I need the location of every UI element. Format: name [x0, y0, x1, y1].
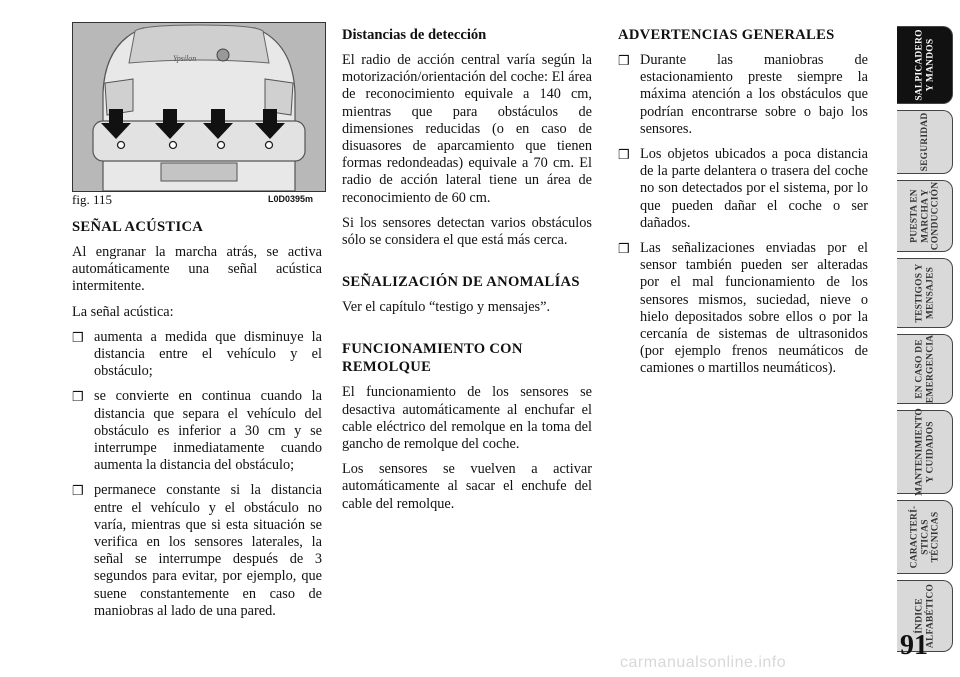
heading-anomalias: SEÑALIZACIÓN DE ANOMALÍAS [342, 274, 580, 291]
checkbox-bullet-icon: ❒ [618, 147, 630, 163]
paragraph: El radio de acción central varía según la motorización/orientación del coche: El área de reconocimiento equivale a 140 cm, mientras que para obstáculos de dimensiones reducidas (o en caso de disuasores de aparcamiento que tienen formas redondeadas) equivale a 70 cm. El radio de acción lateral tiene un área de reconocimiento de 60 cm. [342, 52, 592, 206]
svg-text:Ypsilon: Ypsilon [173, 54, 197, 63]
paragraph: El funcionamiento de los sensores se desactiva automáticamente al enchufar el cable eléctrico del remolque en la toma del gancho de remolque del coche. [342, 384, 592, 453]
checkbox-bullet-icon: ❒ [618, 53, 630, 68]
list-item: ❒ se convierte en continua cuando la distancia que separa el vehículo del obstáculo es inferior a 30 cm y se interrumpe inmediatamente cuando aumenta la distancia del obstáculo; [72, 388, 322, 474]
page-number: 91 [900, 630, 928, 661]
figure-code: L0D0395m [268, 194, 314, 204]
checkbox-bullet-icon: ❒ [72, 329, 84, 345]
paragraph: Los sensores se vuelven a activar automáticamente al sacar el enchufe del cable del remolque. [342, 461, 592, 512]
list-item: ❒ Las señalizaciones enviadas por el sensor también pueden ser alteradas por el mal funcionamiento de los sensores mismos, suciedad, nieve o hielo depositados sobre ellos o por la cercanía de sistemas de ultrasonidos (por ejemplo frenos neumáticos de camiones o martillos neumáticos). [618, 240, 868, 377]
checkbox-bullet-icon: ❒ [72, 483, 84, 499]
heading-distancias: Distancias de detección [342, 27, 487, 43]
tab-emergencia[interactable]: EN CASO DE EMERGENCIA [897, 334, 953, 404]
heading-remolque: FUNCIONAMIENTO CON REMOLQUE [342, 341, 523, 376]
column-1 [72, 218, 322, 628]
tab-caracteristicas[interactable]: CARACTERÍ- STICAS TÉCNICAS [897, 500, 953, 574]
tab-puesta-en-marcha[interactable]: PUESTA EN MARCHA Y CONDUCCIÓN [897, 180, 953, 252]
checkbox-bullet-icon: ❒ [72, 389, 84, 405]
checkbox-bullet-icon: ❒ [618, 241, 630, 257]
paragraph: Al engranar la marcha atrás, se activa automáticamente una señal acústica intermitente. [72, 244, 322, 295]
watermark: carmanualsonline.info [620, 654, 787, 671]
tab-salpicadero[interactable]: SALPICADERO Y MANDOS [897, 26, 953, 104]
heading-senal-acustica: SEÑAL ACÚSTICA [72, 219, 204, 235]
tab-seguridad[interactable]: SEGURIDAD [897, 110, 953, 174]
tab-testigos[interactable]: TESTIGOS Y MENSAJES [897, 258, 953, 328]
list-item: ❒ Los objetos ubicados a poca distancia de la parte delantera o trasera del coche no son detectados por el sistema, por lo que pueden dañar el coche o ser dañados. [618, 146, 868, 231]
column-3 [618, 26, 868, 386]
list-item: ❒ aumenta a medida que disminuye la distancia entre el vehículo y el obstáculo; [72, 328, 322, 380]
paragraph: La señal acústica: [72, 303, 174, 320]
tab-mantenimiento[interactable]: MANTENIMIENTO Y CUIDADOS [897, 410, 953, 494]
car-rear-illustration [73, 23, 325, 191]
paragraph: Ver el capítulo “testigo y mensajes”. [342, 299, 551, 316]
heading-advertencias: ADVERTENCIAS GENERALES [618, 27, 835, 43]
list-item: ❒ permanece constante si la distancia entre el vehículo y el obstáculo no varía, mientras que si esta situación se verifica en los sensores laterales, la señal se interrumpe después de 3 segundos para evitar, por ejemplo, que suene constantemente en caso de maniobras al lado de una pared. [72, 482, 322, 619]
list-item: ❒ Durante las maniobras de estacionamiento preste siempre la máxima atención a los obstáculos que podrían encontrarse sobre o bajo los sensores. [618, 52, 868, 137]
tab-indice[interactable]: ÍNDICE ALFABÉTICO [897, 580, 953, 652]
figure-caption: fig. 115 [72, 192, 112, 207]
column-2 [342, 26, 592, 521]
paragraph: Si los sensores detectan varios obstáculos sólo se considera el que está más cerca. [342, 214, 592, 249]
parking-sensor-figure [72, 22, 326, 192]
